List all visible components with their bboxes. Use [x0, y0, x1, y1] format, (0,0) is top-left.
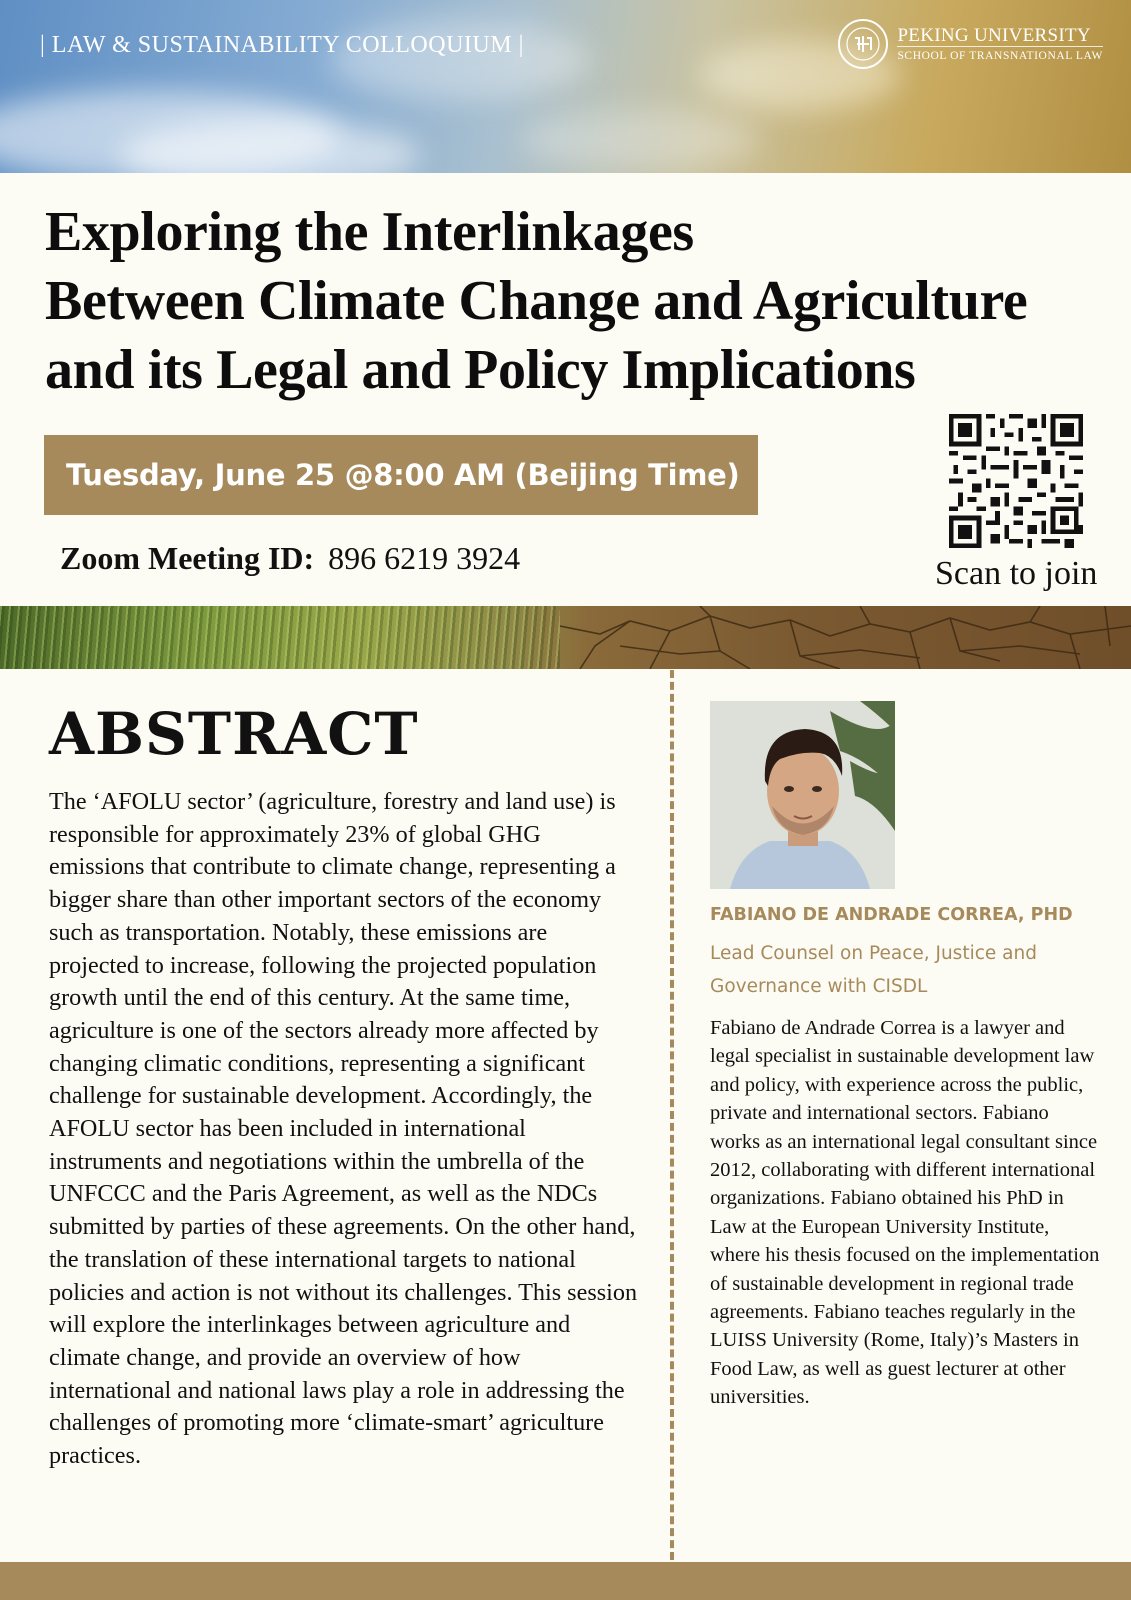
university-seal-icon	[837, 18, 889, 70]
zoom-label: Zoom Meeting ID:	[60, 540, 315, 576]
colloquium-label: | LAW & SUSTAINABILITY COLLOQUIUM |	[40, 32, 524, 58]
zoom-meeting-id[interactable]: 896 6219 3924	[328, 540, 521, 576]
field-image-strip	[0, 606, 1131, 669]
qr-code-icon[interactable]	[949, 414, 1083, 548]
university-name: PEKING UNIVERSITY	[897, 24, 1091, 46]
qr-caption: Scan to join	[935, 555, 1098, 592]
event-title	[45, 198, 1125, 405]
school-name: SCHOOL OF TRANSNATIONAL LAW	[897, 46, 1103, 63]
title-line: and its Legal and Policy Implications	[45, 339, 916, 401]
university-logo	[837, 18, 1103, 70]
column-divider	[670, 670, 674, 1560]
title-line: Between Climate Change and Agriculture	[45, 270, 1028, 332]
title-line: Exploring the Interlinkages	[45, 201, 694, 263]
abstract-text: The ‘AFOLU sector’ (agriculture, forestry and land use) is responsible for approximately 23% of global GHG emissions that contribute to climate change, representing a bigger share than other important sectors of the economy such as transportation. Notably, these emissions are projected to increase, following the projected population growth until the end of this century. At the same time, agriculture is one of the sectors already more affected by changing climatic conditions, representing a significant challenge for sustainable development. Accordingly, the AFOLU sector has been included in international instruments and negotiations within the umbrella of the UNFCCC and the Paris Agreement, as well as the NDCs submitted by parties of these agreements. On the other hand, the translation of these international targets to national policies and action is not without its challenges. This session will explore the interlinkages between agriculture and climate change, and provide an overview of how international and national laws play a role in addressing the challenges of promoting more ‘climate-smart’ agriculture practices.	[49, 788, 638, 1470]
speaker-name: FABIANO DE ANDRADE CORREA, PHD	[710, 905, 1073, 925]
speaker-bio: Fabiano de Andrade Correa is a lawyer and legal specialist in sustainable development law and policy, with experience across the public, private and international sectors. Fabiano works as an international legal consultant since 2012, collaborating with different international organizations. Fabiano obtained his PhD in Law at the European University Institute, where his thesis focused on the implementation of sustainable development in regional trade agreements. Fabiano teaches regularly in the LUISS University (Rome, Italy)’s Masters in Food Law, as well as guest lecturer at other universities.	[710, 1017, 1100, 1409]
header-sky-banner	[0, 0, 1131, 173]
event-date-banner	[44, 435, 758, 515]
speaker-role: Lead Counsel on Peace, Justice and Governance with CISDL	[710, 943, 1037, 997]
speaker-photo	[710, 701, 895, 889]
event-datetime: Tuesday, June 25 @8:00 AM (Beijing Time)	[66, 458, 740, 492]
zoom-meeting-info	[60, 540, 520, 577]
footer-bar	[0, 1562, 1131, 1600]
abstract-heading: ABSTRACT	[49, 700, 419, 768]
